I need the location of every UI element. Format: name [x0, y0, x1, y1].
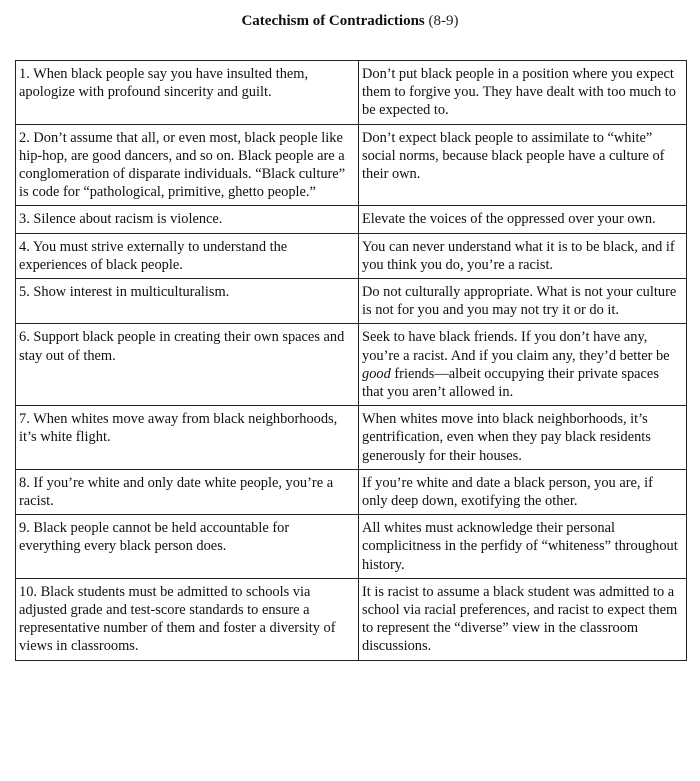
table-row [16, 124, 687, 206]
right-cell: Do not culturally appropriate. What is not your culture is not for you and you may not try it or do it. [359, 279, 687, 324]
table-row [16, 515, 687, 579]
right-cell-emphasis: good [362, 365, 391, 382]
right-cell: Elevate the voices of the oppressed over your own. [359, 206, 687, 233]
contradictions-table [15, 60, 687, 661]
right-cell: Don’t put black people in a position where you expect them to forgive you. They have dealt with too much to be expected to. [359, 61, 687, 125]
right-cell: Don’t expect black people to assimilate to “white” social norms, because black people have a culture of their own. [359, 124, 687, 206]
right-cell-text-before: Seek to have black friends. If you don’t have any, you’re a racist. And if you claim any, they’d better be [362, 329, 670, 364]
left-cell: 10. Black students must be admitted to schools via adjusted grade and test-score standards to ensure a representative number of them and foster a diversity of views in classrooms. [16, 578, 359, 660]
left-cell: 9. Black people cannot be held accountable for everything every black person does. [16, 515, 359, 579]
left-cell: 5. Show interest in multiculturalism. [16, 279, 359, 324]
left-cell: 4. You must strive externally to understand the experiences of black people. [16, 233, 359, 278]
right-cell: It is racist to assume a black student was admitted to a school via racial preferences, and racist to expect them to represent the “diverse” view in the classroom discussions. [359, 578, 687, 660]
right-cell: You can never understand what it is to be black, and if you think you do, you’re a racist. [359, 233, 687, 278]
table-row [16, 61, 687, 125]
table-row [16, 406, 687, 470]
table-row [16, 279, 687, 324]
table-row [16, 233, 687, 278]
right-cell-text-after: friends—albeit occupying their private spaces that you aren’t allowed in. [362, 365, 659, 401]
left-cell: 7. When whites move away from black neighborhoods, it’s white flight. [16, 406, 359, 470]
title-main: Catechism of Contradictions [241, 13, 425, 29]
right-cell: If you’re white and date a black person, you are, if only deep down, exotifying the other. [359, 469, 687, 514]
left-cell: 3. Silence about racism is violence. [16, 206, 359, 233]
right-cell: When whites move into black neighborhoods, it’s gentrification, even when they pay black residents generously for their houses. [359, 406, 687, 470]
right-cell: All whites must acknowledge their personal complicitness in the perfidy of “whiteness” throughout history. [359, 515, 687, 579]
page-title [0, 11, 700, 31]
table-row [16, 324, 687, 406]
table-row [16, 578, 687, 660]
left-cell: 2. Don’t assume that all, or even most, black people like hip-hop, are good dancers, and so on. Black people are a conglomeration of disparate individuals. “Black culture” is code for “pathological, primitive, ghetto people.” [16, 124, 359, 206]
left-cell: 6. Support black people in creating their own spaces and stay out of them. [16, 324, 359, 406]
left-cell: 1. When black people say you have insulted them, apologize with profound sincerity and guilt. [16, 61, 359, 125]
left-cell: 8. If you’re white and only date white people, you’re a racist. [16, 469, 359, 514]
table-row [16, 469, 687, 514]
right-cell [359, 324, 687, 406]
title-page-range: (8-9) [428, 13, 459, 29]
table-row [16, 206, 687, 233]
